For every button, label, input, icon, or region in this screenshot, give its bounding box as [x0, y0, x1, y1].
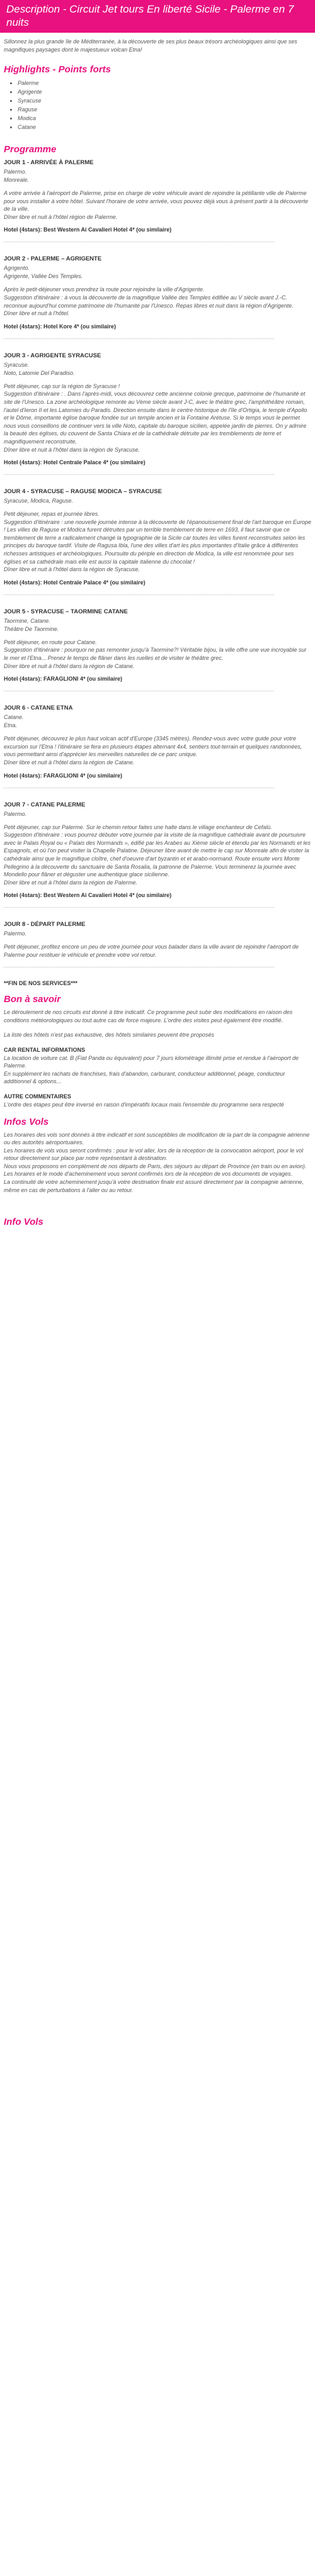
programme-days — [4, 159, 311, 967]
infos-vols-body: Les horaires des vols sont donnés à titre indicatif et sont susceptibles de modification de la part de la compagnie aérienne ou des autorités aéroportuaires. Les horaires de vols vous seront confirmés : pour le vol aller, lors de la réception de la convocation aéroport, pour le vol retour directement sur place par notre représentant à destination. Nous vous proposons en complément de nos départs de Paris, des séjours au départ de Province (en train ou en avion). Les horaires et le mode d'acheminement vous seront confirmés lors de la réception de vos documents de voyages. La continuité de votre acheminement jusqu'à votre destination finale est assuré directement par la compagnie aérienne, même en cas de perturbations à l'aller ou au retour. — [4, 1131, 310, 1193]
list-item: • Agrigente — [18, 87, 311, 96]
day-description: Petit déjeuner, cap sur la région de Syracuse ! Suggestion d'itinéraire : . Dans l'après-midi, vous découvrez cette ancienne colonie grecque, patrimoine de l'humanité et site de l'Unesco. La zone archéologique remonte au Vème siècle avant J-C, avec le théâtre grec, l'amphithéâtre romain, l'autel d'Ieron II et les Latomies du Paradis. Direction ensuite dans le centre historique de l'île d'Ortigia, le temple d'Apollo et le Dôme, importante église baroque fondée sur un temple ancien et la Fontaine Arétuse. Si le temps vous le permet nous vous conseillons de continuer vers la ville Noto, capitale du baroque sicilien, appelée jardin de pierres. On y admire la beauté des églises, du couvent de Santa Chiara et de la cathédrale détruite par les tremblements de terre et magnifiquement reconstruite. Dîner libre et nuit à l'hôtel dans la région de Syracuse. — [4, 382, 307, 453]
content — [0, 38, 315, 1227]
programme-heading: Programme — [4, 144, 57, 155]
day-title: JOUR 2 - PALERME – AGRIGENTE — [4, 255, 102, 263]
day-hotel: Hotel (4stars): Hotel Centrale Palace 4* (ou similaire) — [4, 459, 146, 466]
day-route: Taormine, Catane. Théâtre De Taormine. — [4, 617, 59, 632]
day-title: JOUR 3 - AGRIGENTE SYRACUSE — [4, 352, 101, 359]
day-description: Petit déjeuner, en route pour Catane. Suggestion d'itinéraire : pourquoi ne pas remonter jusqu'à Taormine?! Véritable bijou, la ville offre une vue incroyable sur le mer et l'Etna... Prenez le temps de flâner dans les ruelles et de visiter le théâtre grec. Dîner libre et nuit à l'hôtel dans la région de Catane. — [4, 638, 307, 669]
day-route: Syracuse. Noto, Latomie Del Paradiso. — [4, 361, 75, 376]
day-hotel: Hotel (4stars): Best Western Ai Cavalieri Hotel 4* (ou similaire) — [4, 226, 172, 233]
page — [0, 0, 315, 1227]
intro-text: Sillonnez la plus grande île de Méditerranée, à la découverte de ses plus beaux trésors archéologiques ainsi que ses magnifiques paysages dont le majestueux volcan Etna! — [4, 38, 297, 53]
programme-day — [4, 255, 311, 338]
programme-day — [4, 488, 311, 595]
programme-day — [4, 608, 311, 691]
day-title: JOUR 6 - CATANE ETNA — [4, 705, 73, 712]
list-item: • Modica — [18, 114, 311, 123]
day-route: Agrigento. Agrigente, Vallée Des Temples. — [4, 265, 83, 280]
info-vols-heading: Info Vols — [4, 1217, 43, 1228]
programme-day — [4, 801, 311, 908]
day-description: Petit déjeuner, profitez encore un peu de votre journée pour vous balader dans la ville avant de rejoindre l'aéroport de Palerme pour restituer le véhicule et prendre votre vol retour. — [4, 944, 299, 958]
day-hotel: Hotel (4stars): Hotel Kore 4* (ou similaire) — [4, 323, 117, 330]
programme-day — [4, 352, 311, 475]
bon-a-savoir-paragraph: La liste des hôtels n'est pas exhaustive, des hôtels similaires peuvent être proposés — [4, 1031, 214, 1038]
bon-a-savoir-paragraph: Le déroulement de nos circuits est donné à titre indicatif. Ce programme peut subir des modifications en raison des conditions météorologiques ou tout autre cas de force majeure. L'ordre des visites peut également être modifié. — [4, 1008, 293, 1023]
infos-vols-heading: Infos Vols — [4, 1116, 49, 1127]
day-hotel: Hotel (4stars): FARAGLIONI 4* (ou similaire) — [4, 676, 123, 683]
day-route: Palermo. — [4, 810, 27, 817]
day-description: Petit déjeuner, cap sur Palerme. Sur le chemin retour faites une halte dans le village enchanteur de Cefalù. Suggestion d'itinéraire : vous pourrez débuter votre journée par la visite de la magnifique cathédrale avant de poursuivre avec le Palais Royal ou « Palais des Normands », édifié par les Arabes au Xième siècle et étendu par les Normands et les Espagnols, et où l'on peut visiter la Chapelle Palatine. Déjeuner libre avant de mettre le cap sur Monreale afin de visiter la cathédrale ainsi que le magnifique cloître, chef d'oeuvre d'art byzantin et et arabo-normand. Route ensuite vers Monte Pellegrino à la découverte du sanctuaire de Santa Rosalia, la patronne de Palerme. Vous terminerez la journée avec Mondello pour flâner et déguster une authentique glace sicilienne. Dîner libre et nuit à l'hôtel dans la région de Palerme. — [4, 823, 311, 886]
day-title: JOUR 8 - DÉPART PALERME — [4, 921, 86, 928]
day-route: Palermo. Monreale. — [4, 169, 30, 183]
list-item: • Syracuse — [18, 96, 311, 105]
programme-day — [4, 704, 311, 788]
day-route: Catane. Etna. — [4, 714, 24, 729]
day-hotel: Hotel (4stars): Hotel Centrale Palace 4* (ou similaire) — [4, 579, 146, 586]
day-description: Petit déjeuner, découvrez le plus haut volcan actif d'Europe (3345 mètres). Rendez-vous avec votre guide pour votre excursion sur l'Etna ! l'itinéraire se fera en plusieurs étapes alternant 4x4, sentiers tout-terrain et quelques randonnées, vous permettant ainsi d'apprécier les merveilles naturelles de ce parc unique. Dîner libre et nuit à l'hôtel dans la région de Catane. — [4, 735, 302, 766]
day-description: A votre arrivée à l'aéroport de Palerme, prise en charge de votre véhicule avant de rejoindre la pétillante ville de Palerme pour vous installer à votre hôtel. Suivant l'horaire de votre arrivée, vous pouvez déjà vous à présent partir à la découverte de la ville. Dîner libre et nuit à l'hôtel région de Palerme. — [4, 190, 308, 220]
programme-day — [4, 920, 311, 967]
divider — [4, 907, 274, 908]
day-hotel: Hotel (4stars): FARAGLIONI 4* (ou similaire) — [4, 772, 123, 779]
divider — [4, 338, 274, 339]
day-description: Après le petit-déjeuner vous prendrez la route pour rejoindre la ville d'Agrigente. Suggestion d'itinéraire : à vous la découverte de la magnifique Vallée des Temples édifiée au V siècle avant J.-C. reconnue aujourd'hui comme patrimoine de l'humanité par l'Unesco. Repas libres et nuit dans la région d'Agrigente. Dîner libre et nuit à l'hôtel. — [4, 286, 294, 317]
bon-a-savoir-heading: Bon à savoir — [4, 993, 61, 1005]
day-route: Syracuse, Modica, Raguse. — [4, 498, 74, 505]
list-item: • Palerme — [18, 79, 311, 87]
highlights-list — [4, 79, 311, 131]
other-comments-heading: AUTRE COMMENTAIRES — [4, 1093, 71, 1100]
highlights-heading: Highlights - Points forts — [4, 64, 111, 75]
day-hotel: Hotel (4stars): Best Western Ai Cavalieri Hotel 4* (ou similaire) — [4, 892, 172, 899]
list-item: • Raguse — [18, 105, 311, 114]
day-description: Petit déjeuner, repas et journée libres. Suggestion d'itinéraire : une nouvelle journée intense à la découverte de l'épanouissement final de l'art baroque en Europe ! Les villes de Raguse et Modica furent détruites par un terrible tremblement de terre en 1693, il faut savoir que ce tremblement de terre a radicalement changé la typographie de la Sicile car toutes les villes furent reconstruites selon les principes du baroque tardif. Visite de Ragusa Ibla, l'une des villes d'art les plus importantes d'Italie grâce à différentes richesses artistiques et archéologiques. Poursuite du périple en direction de Modica, la ville est renommée pour ses églises et sa cathédrale mais elle est aussi la capitale italienne du chocolat ! Dîner libre et nuit à l'hôtel dans la région de Syracuse. — [4, 511, 311, 573]
programme-day — [4, 159, 311, 242]
car-rental-heading: CAR RENTAL INFORMATIONS — [4, 1046, 85, 1053]
day-title: JOUR 1 - ARRIVÉE À PALERME — [4, 159, 94, 166]
day-title: JOUR 7 - CATANE PALERME — [4, 801, 86, 808]
list-item: • Catane — [18, 123, 311, 131]
day-route: Palermo. — [4, 930, 27, 937]
divider — [4, 474, 274, 475]
divider — [4, 594, 274, 595]
other-comments-body: L'ordre des étapes peut être inversé en raison d'impératifs locaux mais l'ensemble du programme sera respecté — [4, 1101, 284, 1108]
car-rental-body: La location de voiture cat. B (Fiat Panda ou équivalent) pour 7 jours kilométrage illimité prise et rendue à l'aéroport de Palerme. En supplément les rachats de franchises, frais d'abandon, carburant, conducteur additionnel, péage, conducteur additionnel & options... — [4, 1054, 299, 1085]
page-title: Description - Circuit Jet tours En liberté Sicile - Palerme en 7 nuits — [0, 0, 315, 33]
day-title: JOUR 5 - SYRACUSE – TAORMINE CATANE — [4, 608, 128, 615]
day-title: JOUR 4 - SYRACUSE – RAGUSE MODICA – SYRACUSE — [4, 488, 162, 496]
end-of-services-note: **FIN DE NOS SERVICES*** — [4, 979, 77, 986]
